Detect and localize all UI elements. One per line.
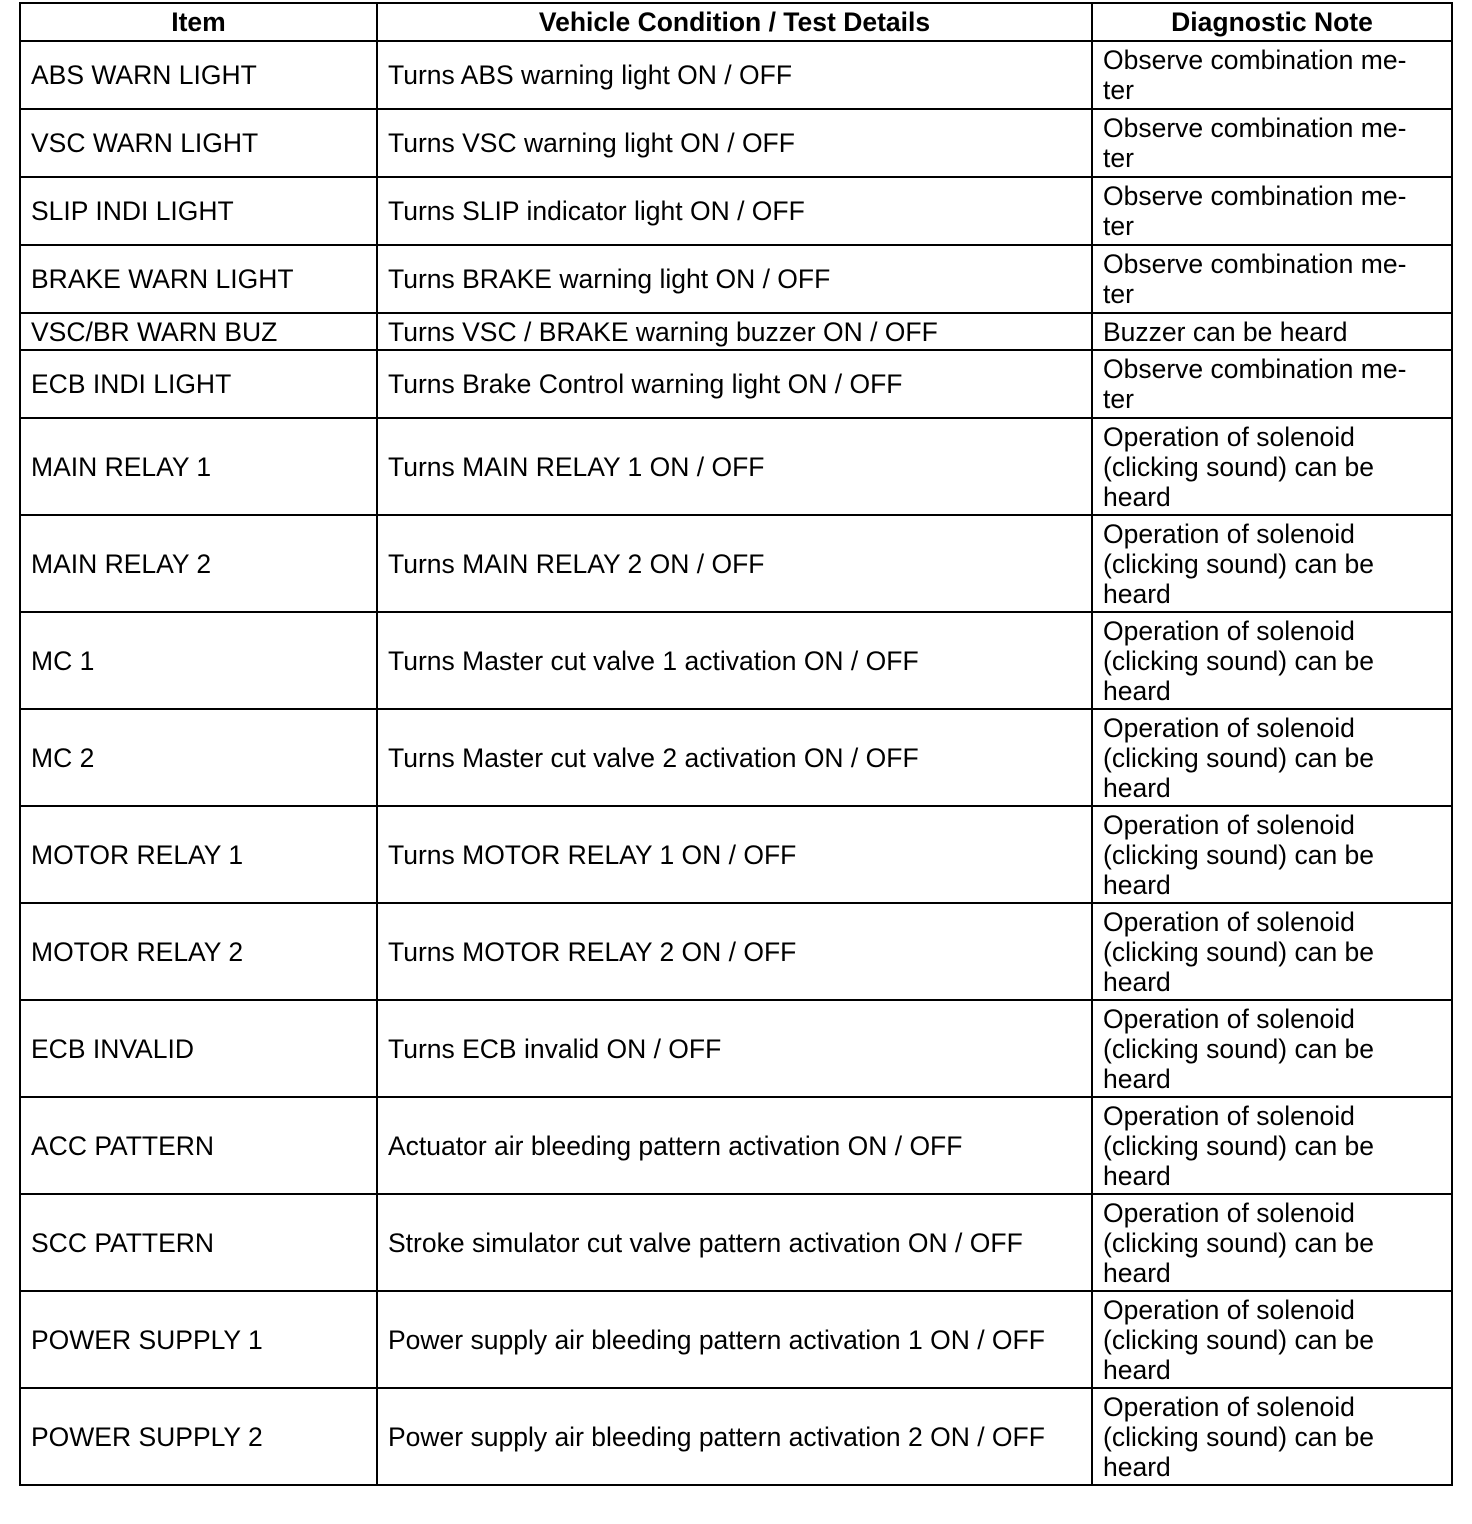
note-line: (clicking sound) can be [1103,839,1375,870]
cell-details: Turns SLIP indicator light ON / OFF [377,177,1092,245]
header-details: Vehicle Condition / Test Details [377,3,1092,41]
cell-note [1092,418,1452,515]
note-line: ter [1103,143,1134,173]
table-header [20,3,1452,41]
cell-note [1092,806,1452,903]
cell-details: Turns Master cut valve 2 activation ON / OFF [377,709,1092,806]
cell-details: Stroke simulator cut valve pattern activation ON / OFF [377,1194,1092,1291]
note-line: ter [1103,75,1134,105]
table-row [20,1194,1452,1291]
table-row [20,41,1452,109]
cell-item: VSC WARN LIGHT [20,109,377,177]
note-line: heard [1103,578,1171,609]
note-line: Operation of solenoid [1103,518,1355,549]
cell-details: Power supply air bleeding pattern activation 1 ON / OFF [377,1291,1092,1388]
note-line: Observe combination me- [1103,354,1407,384]
table-row [20,1388,1452,1485]
note-line: Operation of solenoid [1103,615,1355,646]
table-row [20,177,1452,245]
note-line: Observe combination me- [1103,45,1407,75]
note-line: Operation of solenoid [1103,906,1355,937]
note-line: heard [1103,966,1171,997]
cell-note [1092,1388,1452,1485]
table-row [20,313,1452,350]
cell-details: Turns ECB invalid ON / OFF [377,1000,1092,1097]
cell-note [1092,313,1452,350]
cell-note [1092,245,1452,313]
cell-item: MAIN RELAY 2 [20,515,377,612]
cell-item: BRAKE WARN LIGHT [20,245,377,313]
header-row [20,3,1452,41]
cell-note [1092,709,1452,806]
table-row [20,903,1452,1000]
cell-item: POWER SUPPLY 1 [20,1291,377,1388]
cell-item: MOTOR RELAY 1 [20,806,377,903]
cell-note [1092,1000,1452,1097]
table-row [20,1291,1452,1388]
note-line: (clicking sound) can be [1103,1324,1375,1355]
note-line: ter [1103,279,1134,309]
note-line: Operation of solenoid [1103,1100,1355,1131]
cell-details: Turns ABS warning light ON / OFF [377,41,1092,109]
cell-item: ECB INVALID [20,1000,377,1097]
table-row [20,612,1452,709]
cell-item: POWER SUPPLY 2 [20,1388,377,1485]
note-line: Observe combination me- [1103,181,1407,211]
cell-details: Turns Brake Control warning light ON / OFF [377,350,1092,418]
cell-item: MOTOR RELAY 2 [20,903,377,1000]
header-note: Diagnostic Note [1092,3,1452,41]
cell-note [1092,41,1452,109]
cell-details: Turns VSC / BRAKE warning buzzer ON / OFF [377,313,1092,350]
cell-details: Turns BRAKE warning light ON / OFF [377,245,1092,313]
note-line: Operation of solenoid [1103,809,1355,840]
cell-item: SCC PATTERN [20,1194,377,1291]
header-item: Item [20,3,377,41]
note-line: Operation of solenoid [1103,421,1355,452]
cell-note [1092,1194,1452,1291]
note-line: (clicking sound) can be [1103,1130,1375,1161]
note-line: heard [1103,1257,1171,1288]
cell-item: ABS WARN LIGHT [20,41,377,109]
cell-details: Turns MOTOR RELAY 2 ON / OFF [377,903,1092,1000]
note-line: heard [1103,1354,1171,1385]
cell-note [1092,1291,1452,1388]
note-line: Operation of solenoid [1103,1003,1355,1034]
cell-details: Turns Master cut valve 1 activation ON / OFF [377,612,1092,709]
note-line: Operation of solenoid [1103,1197,1355,1228]
note-line: (clicking sound) can be [1103,936,1375,967]
note-line: ter [1103,211,1134,241]
table-row [20,709,1452,806]
note-line: heard [1103,481,1171,512]
diagnostic-test-table [19,2,1453,1486]
table-row [20,350,1452,418]
table-row [20,109,1452,177]
cell-item: VSC/BR WARN BUZ [20,313,377,350]
note-line: ter [1103,384,1134,414]
table-row [20,806,1452,903]
note-line: (clicking sound) can be [1103,548,1375,579]
note-line: (clicking sound) can be [1103,1421,1375,1452]
note-line: Operation of solenoid [1103,712,1355,743]
cell-note [1092,1097,1452,1194]
cell-details: Turns VSC warning light ON / OFF [377,109,1092,177]
note-line: heard [1103,869,1171,900]
table-row [20,245,1452,313]
cell-note [1092,109,1452,177]
table-row [20,515,1452,612]
note-line: (clicking sound) can be [1103,645,1375,676]
cell-details: Turns MAIN RELAY 1 ON / OFF [377,418,1092,515]
note-line: Operation of solenoid [1103,1391,1355,1422]
note-line: heard [1103,772,1171,803]
note-line: heard [1103,1451,1171,1482]
note-line: Observe combination me- [1103,249,1407,279]
cell-item: MC 1 [20,612,377,709]
table-row [20,1000,1452,1097]
cell-details: Turns MOTOR RELAY 1 ON / OFF [377,806,1092,903]
note-line: Observe combination me- [1103,113,1407,143]
cell-note [1092,903,1452,1000]
cell-details: Turns MAIN RELAY 2 ON / OFF [377,515,1092,612]
cell-item: ECB INDI LIGHT [20,350,377,418]
cell-note [1092,177,1452,245]
note-line: (clicking sound) can be [1103,1033,1375,1064]
note-line: heard [1103,1160,1171,1191]
cell-item: SLIP INDI LIGHT [20,177,377,245]
cell-note [1092,612,1452,709]
note-line: heard [1103,1063,1171,1094]
note-line: heard [1103,675,1171,706]
note-line: (clicking sound) can be [1103,451,1375,482]
cell-details: Actuator air bleeding pattern activation ON / OFF [377,1097,1092,1194]
note-line: Operation of solenoid [1103,1294,1355,1325]
table-row [20,1097,1452,1194]
cell-item: ACC PATTERN [20,1097,377,1194]
cell-item: MC 2 [20,709,377,806]
cell-details: Power supply air bleeding pattern activation 2 ON / OFF [377,1388,1092,1485]
table-body [20,41,1452,1485]
table-row [20,418,1452,515]
cell-note [1092,350,1452,418]
cell-note [1092,515,1452,612]
note-line: (clicking sound) can be [1103,742,1375,773]
note-line: (clicking sound) can be [1103,1227,1375,1258]
cell-item: MAIN RELAY 1 [20,418,377,515]
note-line: Buzzer can be heard [1103,316,1348,347]
